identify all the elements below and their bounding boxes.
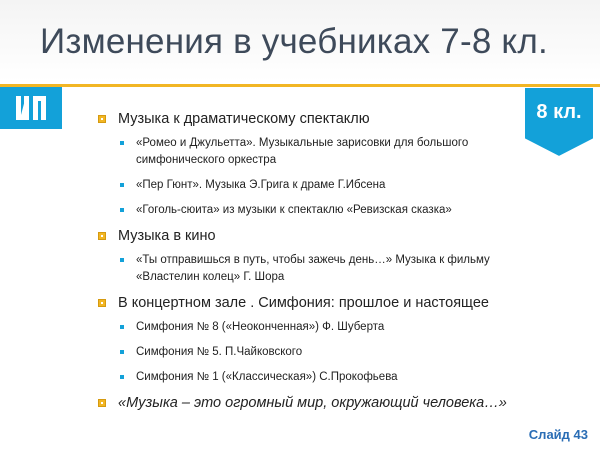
bullet-item [98, 227, 538, 245]
title-divider [0, 84, 600, 87]
square-bullet-icon [98, 299, 106, 307]
square-bullet-icon [120, 350, 124, 354]
square-bullet-icon [98, 399, 106, 407]
publisher-logo-icon [0, 87, 62, 129]
square-bullet-icon [98, 232, 106, 240]
sub-bullet-item [98, 177, 538, 194]
sub-bullet-item [98, 369, 538, 386]
square-bullet-icon [120, 375, 124, 379]
slide-content [98, 110, 538, 419]
slide-title: Изменения в учебниках 7-8 кл. [40, 22, 548, 61]
bullet-item [98, 294, 538, 312]
sub-bullet-item [98, 319, 538, 336]
sub-bullet-item [98, 344, 538, 361]
slide-number: Слайд 43 [528, 427, 588, 442]
square-bullet-icon [120, 325, 124, 329]
bullet-label: Музыка к драматическому спектаклю [118, 111, 370, 127]
square-bullet-icon [120, 141, 124, 145]
square-bullet-icon [120, 258, 124, 262]
sub-bullet-label: Симфония № 8 («Неоконченная») Ф. Шуберта [136, 321, 385, 333]
bullet-label: В концертном зале . Симфония: прошлое и настоящее [118, 295, 489, 311]
sub-bullet-item [98, 252, 538, 286]
sub-bullet-item [98, 135, 538, 169]
bullet-label: Музыка в кино [118, 228, 216, 244]
square-bullet-icon [120, 208, 124, 212]
sub-bullet-label: Симфония № 1 («Классическая») С.Прокофьева [136, 371, 398, 383]
grade-badge-label: 8 кл. [536, 101, 582, 123]
sub-bullet-item [98, 202, 538, 219]
square-bullet-icon [120, 183, 124, 187]
square-bullet-icon [98, 115, 106, 123]
sub-bullet-label: «Ромео и Джульетта». Музыкальные зарисовки для большого симфонического оркестра [136, 137, 469, 166]
bullet-item [98, 394, 538, 412]
bullet-item [98, 110, 538, 128]
sub-bullet-label: Симфония № 5. П.Чайковского [136, 346, 303, 358]
sub-bullet-label: «Ты отправишься в путь, чтобы зажечь день…» Музыка к фильму «Властелин колец» Г. Шора [136, 254, 490, 283]
sub-bullet-label: «Пер Гюнт». Музыка Э.Грига к драме Г.Ибсена [136, 179, 386, 191]
quote-label: «Музыка – это огромный мир, окружающий человека…» [118, 395, 507, 411]
sub-bullet-label: «Гоголь-сюита» из музыки к спектаклю «Ревизская сказка» [136, 204, 452, 216]
